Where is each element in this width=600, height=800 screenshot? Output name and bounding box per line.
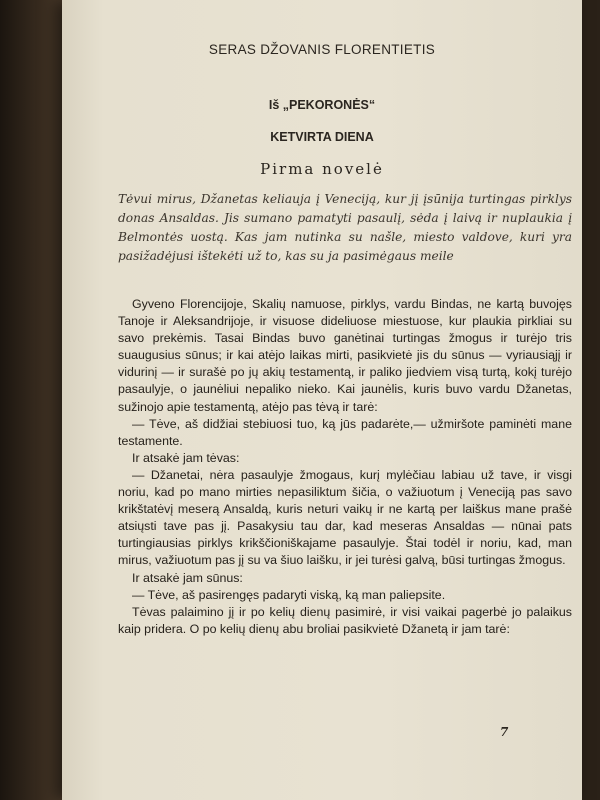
running-head: SERAS DŽOVANIS FLORENTIETIS — [208, 42, 436, 57]
paragraph: — Džanetai, nėra pasaulyje žmogaus, kurį mylėčiau labiau už tave, ir visgi noriu, kad po mano mirties nepasiliktum šičia, o važiuotum į Veneciją pas savo krikštatėvį meserą Ansaldą, kuris neturi vaikų ir ne kartą per laiškus mane prašė atsiųsti tave pas jį. Pasakysiu tau dar, kad meseras Ansaldas — nūnai pats turtingiausias pirklys krikščioniškajame pasaulyje. Štai todėl ir noriu, kad, man mirus, važiuotum pas jį su va šiuo laišku, ir jei turėsi galvą, būsi turtingas žmogus. — [118, 467, 572, 568]
paragraph: Gyveno Florencijoje, Skalių namuose, pirklys, vardu Bindas, ne kartą buvojęs Tanoje ir Aleksandrijoje, ir visuose dideliuose miestuose, kur plaukia pirkliai su savo prekėmis. Tasai Bindas buvo ganėtinai turtingas žmogus ir turėjo tris suaugusius sūnus; ir kai atėjo laikas mirti, pasikvietė jis du sūnus — vyriausiąjį ir vidurinį — ir surašė po jų akių testamentą, ir paliko jiedviem visą turtą, kokį turėjo pasaulyje, o jaunėliui nepaliko nieko. Kai jaunėlis, kuris buvo vardu Džanetas, sužinojo apie testamentą, atėjo pas tėvą ir tarė: — [118, 297, 572, 414]
book-page — [62, 0, 582, 800]
paragraph: Tėvas palaimino jį ir po kelių dienų pasimirė, ir visi vaikai pagerbė jo palaikus kaip pridera. O po kelių dienų abu broliai pasikvietė Džanetą ir jam tarė: — [118, 604, 572, 636]
paragraph: — Tėve, aš didžiai stebiuosi tuo, ką jūs padarėte,— užmiršote paminėti mane testamente. — [118, 416, 572, 448]
paragraph: — Tėve, aš pasirengęs padaryti viską, ką man paliepsite. — [132, 587, 446, 602]
story-body — [118, 296, 572, 638]
paragraph: Ir atsakė jam tėvas: — [132, 450, 240, 465]
section-source-heading: Iš „PEKORONĖS“ — [268, 98, 376, 112]
book-gutter-shadow — [0, 0, 62, 800]
section-day-heading: KETVIRTA DIENA — [270, 130, 374, 144]
page-number: 7 — [500, 725, 509, 739]
story-summary: Tėvui mirus, Džanetas keliauja į Veneciją, kur jį įsūnija turtingas pirklys donas Ansaldas. Jis sumano pamatyti pasaulį, sėda į laivą ir nuplaukia į Belmontės uostą. Kas jam nutinka su našle, miesto valdove, kuri yra pasižadėjusi ištekėti už to, kas su ja pasimėgaus meile — [118, 192, 572, 263]
paragraph: Ir atsakė jam sūnus: — [132, 570, 243, 585]
story-subtitle: Pirma novelė — [260, 160, 384, 178]
